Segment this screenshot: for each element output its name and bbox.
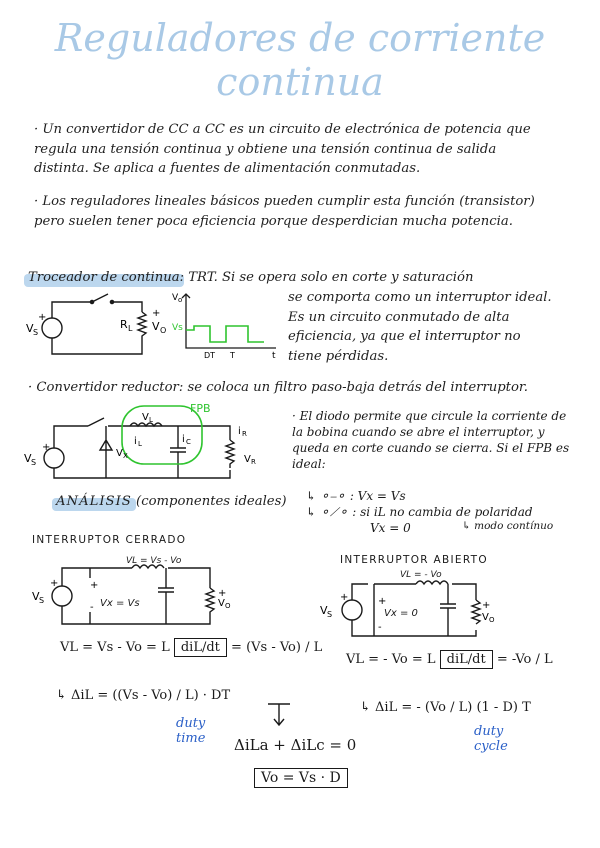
troceador-waveform [172, 292, 282, 360]
abierto-dil-dt: diL/dt [440, 650, 493, 669]
result-final: Vo = Vs · D [254, 768, 348, 788]
troceador-line [28, 268, 568, 288]
svg-text:L: L [149, 416, 153, 424]
cerrado-note: duty time [176, 716, 206, 746]
analisis-sub: (componentes ideales) [136, 494, 287, 509]
svg-text:O: O [489, 616, 495, 624]
troceador-heading: Troceador de continua [28, 268, 180, 288]
svg-text:R: R [242, 430, 247, 438]
open-rule-text: : si iL no cambia de polaridad [352, 505, 533, 519]
cerrado-eq2: ↳ ΔiL = ((Vs - Vo) / L) · DT [56, 688, 231, 703]
page-title-line2: continua [216, 60, 384, 104]
reductor-text: · Convertidor reductor: se coloca un filtro paso-baja detrás del interruptor. [28, 380, 528, 395]
svg-text:V: V [116, 448, 123, 459]
closed-switch-icon: ↳ ⚬⎯⚬ [306, 489, 346, 503]
svg-text:X: X [123, 452, 128, 460]
svg-text:-: - [90, 602, 94, 613]
svg-text:O: O [225, 602, 231, 610]
svg-text:-: - [378, 622, 382, 633]
cerrado-eq1-left: VL = Vs - Vo = L [60, 640, 170, 655]
svg-text:+: + [42, 442, 51, 453]
abierto-vx-label: Vx = 0 [384, 608, 418, 619]
abierto-circuit-diagram [316, 570, 506, 644]
svg-text:i: i [182, 434, 185, 445]
page-title: Reguladores de corriente [54, 16, 546, 60]
cerrado-eq1-right: = (Vs - Vo) / L [231, 640, 323, 655]
analisis-heading: ANÁLISIS [56, 492, 132, 512]
intro-paragraph-1: · Un convertidor de CC a CC es un circuito de electrónica de potencia que regula una tensión continua y obtiene una tensión continua de salida distinta. Se aplica a fuentes de alimentación conmutadas. [34, 122, 531, 176]
svg-text:L: L [128, 324, 133, 333]
open-switch-icon: ↳ ⚬⟋⚬ [306, 505, 349, 519]
svg-text:i: i [134, 436, 137, 447]
troceador-text1: : TRT. Si se opera solo en corte y saturación [179, 270, 474, 285]
svg-text:T: T [230, 351, 235, 360]
svg-text:V: V [24, 452, 32, 465]
abierto-note: duty cycle [474, 724, 508, 754]
svg-text:C: C [186, 438, 191, 446]
abierto-eq1-left: VL = - Vo = L [346, 652, 436, 667]
troceador-circuit-diagram [22, 290, 172, 360]
svg-text:+: + [152, 308, 161, 319]
cerrado-circuit-diagram [30, 552, 231, 632]
svg-text:+: + [218, 588, 227, 599]
cerrado-eq1 [60, 640, 322, 655]
modo-continuo: ↳ modo contínuo [462, 520, 554, 532]
svg-text:DT: DT [204, 351, 216, 360]
svg-text:S: S [39, 596, 45, 605]
cerrado-vl-label: VL = Vs - Vo [126, 556, 182, 566]
svg-text:+: + [90, 580, 99, 591]
abierto-eq1-right: = -Vo / L [496, 652, 553, 667]
open-rule-vx: Vx = 0 [370, 521, 411, 535]
svg-text:+: + [482, 600, 491, 611]
svg-text:L: L [138, 440, 142, 448]
svg-text:t: t [272, 351, 276, 361]
abierto-eq2: ↳ ΔiL = - (Vo / L) (1 - D) T [360, 700, 531, 715]
svg-text:V: V [482, 612, 489, 623]
svg-text:V: V [244, 454, 251, 465]
svg-text:R: R [120, 318, 128, 331]
cerrado-vx-label: Vx = Vs [100, 598, 140, 609]
svg-text:S: S [33, 328, 39, 337]
svg-text:R: R [251, 458, 256, 466]
svg-text:V: V [32, 590, 40, 603]
diodo-text: · El diodo permite que circule la corriente de la bobina cuando se abre el interruptor, y queda en corte cuando se cierra. Si el FPB es ideal: [292, 409, 570, 471]
svg-text:+: + [38, 312, 47, 323]
svg-text:o: o [178, 296, 183, 304]
closed-switch-rule [306, 488, 576, 504]
svg-text:+: + [50, 578, 59, 589]
svg-text:i: i [238, 426, 241, 437]
svg-text:O: O [160, 326, 167, 335]
svg-text:V: V [26, 322, 34, 335]
closed-rule-text: : Vx = Vs [349, 489, 406, 503]
svg-text:V: V [218, 598, 225, 609]
svg-text:V: V [152, 320, 160, 333]
svg-text:Vs: Vs [172, 323, 183, 333]
analisis-heading-line [56, 492, 287, 512]
abierto-vl-label: VL = - Vo [400, 570, 442, 580]
cerrado-dil-dt: diL/dt [174, 638, 227, 657]
svg-text:V: V [142, 412, 149, 423]
svg-text:+: + [340, 592, 349, 603]
intro-paragraph-2: · Los reguladores lineales básicos pueden cumplir esta función (transistor) pero suelen tener poca eficiencia porque desperdician mucha potencia. [34, 194, 535, 229]
svg-text:S: S [327, 610, 333, 619]
cerrado-heading: INTERRUPTOR CERRADO [32, 534, 187, 546]
troceador-text2: se comporta como un interruptor ideal. Es un circuito conmutado de alta eficiencia, ya que el interruptor no tiene pérdidas. [288, 290, 552, 364]
svg-text:V: V [320, 604, 328, 617]
svg-text:FPB: FPB [190, 402, 211, 415]
svg-text:+: + [378, 596, 387, 607]
svg-text:V: V [172, 293, 179, 303]
abierto-eq1 [346, 652, 553, 667]
abierto-heading: INTERRUPTOR ABIERTO [340, 554, 488, 566]
result-sum: ΔiLa + ΔiLc = 0 [234, 736, 357, 754]
svg-text:S: S [31, 458, 37, 467]
arrow-down-icon [264, 700, 294, 730]
reductor-circuit-diagram [18, 400, 268, 482]
